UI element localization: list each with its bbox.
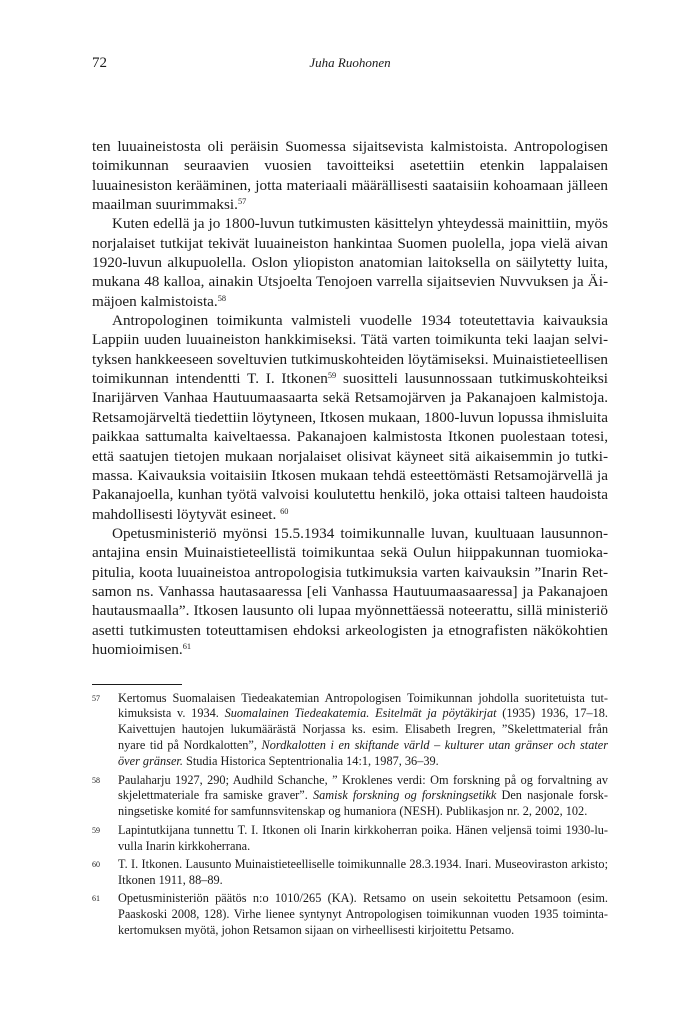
footnote-59 [92,823,608,855]
footnote-58 [92,773,608,821]
footnote-number: 59 [92,825,100,835]
footnote-number: 58 [92,775,100,785]
footnotes [92,688,608,939]
running-head-author: Juha Ruohonen [309,55,391,70]
footnote-ref-57[interactable]: 57 [237,197,247,207]
paragraph-2: Kuten edellä ja jo 1800-luvun tutkimusten käsittelyn yhteydessä mainittiin, myös norjalaiset tutkijat tekivät luuaineiston hankintaa Suomen puolella, jopa vielä aivan 1920-luvun alkupuolella. Oslon yliopiston anatomian laitoksella on säilytetty luita, mukana 48 kalloa, ainakin Utsjoelta Tenojoen varrella sijaitsevien Nuvvuksen ja Äimäjoen kalmistoista.$^{58}$ [92,215,608,310]
footnote-number: 61 [92,894,100,904]
footnote-ref-58[interactable]: 58 [217,293,227,303]
footnote-61 [92,891,608,939]
paragraph-4: Opetusministeriö myönsi 15.5.1934 toimikunnalle luvan, kuultuaan lausunnonantajina ensin Muinaistieteellistä toimikuntaa sekä Oulun hiippakunnan tuomiokapitulia, koota luuaineistoa antropologisia tutkimuksia varten kaivauksin ”Inarin Retsamon ns. Vanhassa hautasaaressa [eli Vanhassa Hautuumaasaaressa] ja Pakanajoen hautausmaalla”. Itkosen lausunto oli lupaa myönnettäessä noteerattu, sillä ministeriö asetti tutkimusten toteuttamisen ehdoksi arkeologisten ja etnografisten näkökohtien huomioimisen.$^{61}$ [92,524,608,658]
footnote-60 [92,857,608,889]
footnote-ref-59[interactable]: 59 [327,371,337,381]
footnote-text: Kertomus Suomalaisen Tiedeakatemian Antropologisen Toimikunnan johdolla suoritetuista tutkimuksista v. 1934. Suomalainen Tiedeakatemia. Esitelmät ja pöytäkirjat (1935) 1936, 17–18. Kaivettujen hautojen lukumäärästä Norjassa ks. esim. Elisabeth Iregren, ”Skelettmaterial från nyare tid på Nordkalotten”, Nordkalotten i en skiftande värld – kulturer utan gränser och stater över gränser. Studia Historica Septentrionalia 14:1, 1987, 36–39. [118,690,608,769]
footnote-divider [92,684,182,685]
page-number: 72 [92,55,107,71]
page-header [92,55,608,75]
footnote-text: Lapintutkijana tunnettu T. I. Itkonen oli Inarin kirkkoherran poika. Hänen veljensä toimi 1930-luvulla Inarin kirkkoherrana. [118,822,608,853]
paragraph-3: Antropologinen toimikunta valmisteli vuodelle 1934 toteutettavia kaivauksia Lappiin uuden luuaineiston hankkimiseksi. Tätä varten toimikunta teki laajan selvityksen hankkeeseen soveltuvien tutkimuskohteiden löytämiseksi. Muinaistieteellisen toimikunnan intendentti T. I. Itkonen$^{59}$ suositteli lausunnossaan tutkimuskohteiksi Inarijärven Vanhaa Hautuumaasaarta sekä Retsamojärven ja Pakanajoen kalmistoja. Retsamojärveltä tiedettiin löytyneen, Itkosen mukaan, 1800-luvun lopussa ihmisluita paikkaa sattumalta kaiveltaessa. Pakanajoen kalmistosta Itkonen puolestaan totesi, että saatujen tietojen mukaan norjalaiset olisivat käyneet sitä aikaisemmin jo tutkimassa. Kaivauksia voitaisiin Itkosen mukaan tehdä esteettömästi Retsamojärvellä ja Pakanajoella, kunhan työtä valvoisi koulutettu henkilö, joka ottaisi talteen haudoista mahdollisesti löytyvät esineet. $^{60}$ [92,312,608,523]
footnote-number: 60 [92,860,100,870]
footnote-text: T. I. Itkonen. Lausunto Muinaistieteelliselle toimikunnalle 28.3.1934. Inari. Museoviraston arkisto; Itkonen 1911, 88–89. [118,857,608,887]
body-text [92,137,608,659]
paragraph-1: ten luuaineistosta oli peräisin Suomessa sijaitsevista kalmistoista. Antropologisen toimikunnan seuraavien vuosien tavoitteiksi asetettiin etenkin lappalaisen luuainesiston kerääminen, jotta materiaali määrällisesti saataisiin kohoamaan jälleen maailman suurimmaksi.$^{57}$ [92,138,608,214]
footnote-text: Opetusministeriön päätös n:o 1010/265 (KA). Retsamo on usein sekoitettu Petsamoon (esim. Paaskoski 2008, 128). Virhe lienee syntynyt Antropologisen toimikunnan vuoden 1935 toimintakertomuksen myötä, johon Retsamon sijaan on virheellisesti kirjoitettu Petsamo. [118,891,608,938]
footnote-number: 57 [92,693,100,703]
footnote-ref-61[interactable]: 61 [182,641,192,651]
footnote-text: Paulaharju 1927, 290; Audhild Schanche, ” Kroklenes verdi: Om forskning på og forvaltning av skjelettmateriale fra samiske graver”. Samisk forskning og forskningsetikk Den nasjonale forskningsetiske komité for samfunnsvitenskap og humaniora (NESH). Publikasjon nr. 2, 2002, 102. [118,772,609,819]
footnote-57 [92,691,608,771]
footnote-ref-60[interactable]: 60 [280,506,289,516]
